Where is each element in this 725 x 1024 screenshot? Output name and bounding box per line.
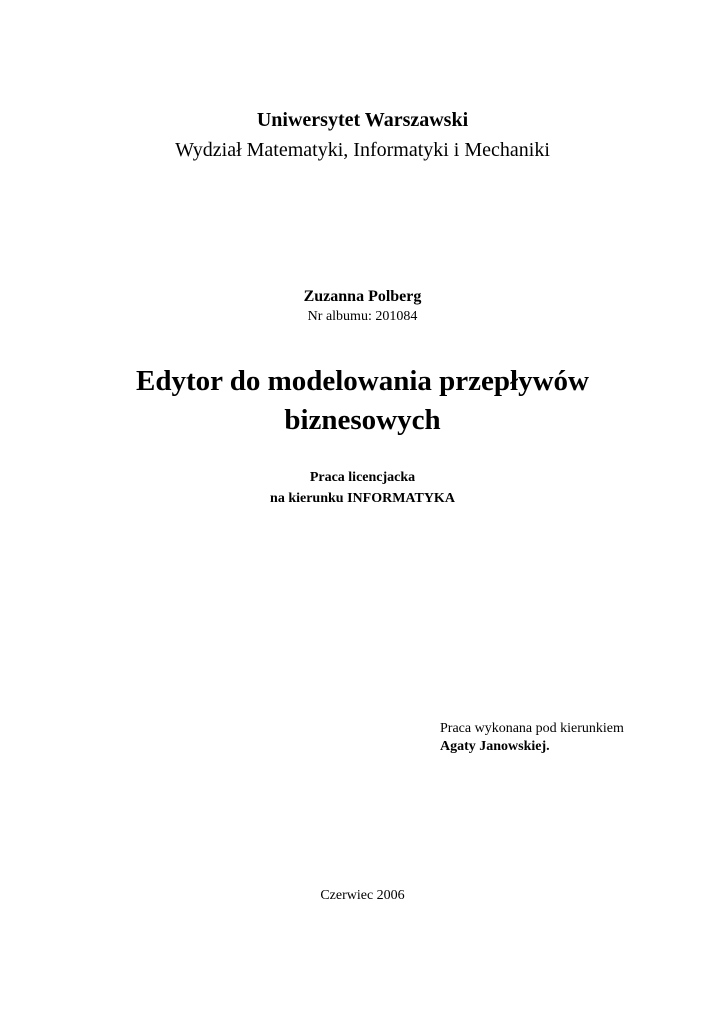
thesis-date: Czerwiec 2006 bbox=[320, 888, 405, 903]
author-name: Zuzanna Polberg bbox=[303, 288, 422, 305]
faculty-name: Wydział Matematyki, Informatyki i Mechaniki bbox=[175, 139, 550, 161]
supervisor-intro: Praca wykonana pod kierunkiem bbox=[440, 721, 624, 736]
thesis-title-line-2: biznesowych bbox=[284, 404, 441, 436]
thesis-type: Praca licencjacka bbox=[309, 470, 416, 485]
thesis-title-line-1: Edytor do modelowania przepływów bbox=[135, 365, 589, 397]
supervisor-block bbox=[440, 722, 624, 758]
album-number: Nr albumu: 201084 bbox=[307, 309, 418, 324]
supervisor-name: Agaty Janowskiej. bbox=[440, 739, 550, 754]
university-name: Uniwersytet Warszawski bbox=[256, 109, 469, 131]
thesis-field: na kierunku INFORMATYKA bbox=[270, 491, 455, 506]
